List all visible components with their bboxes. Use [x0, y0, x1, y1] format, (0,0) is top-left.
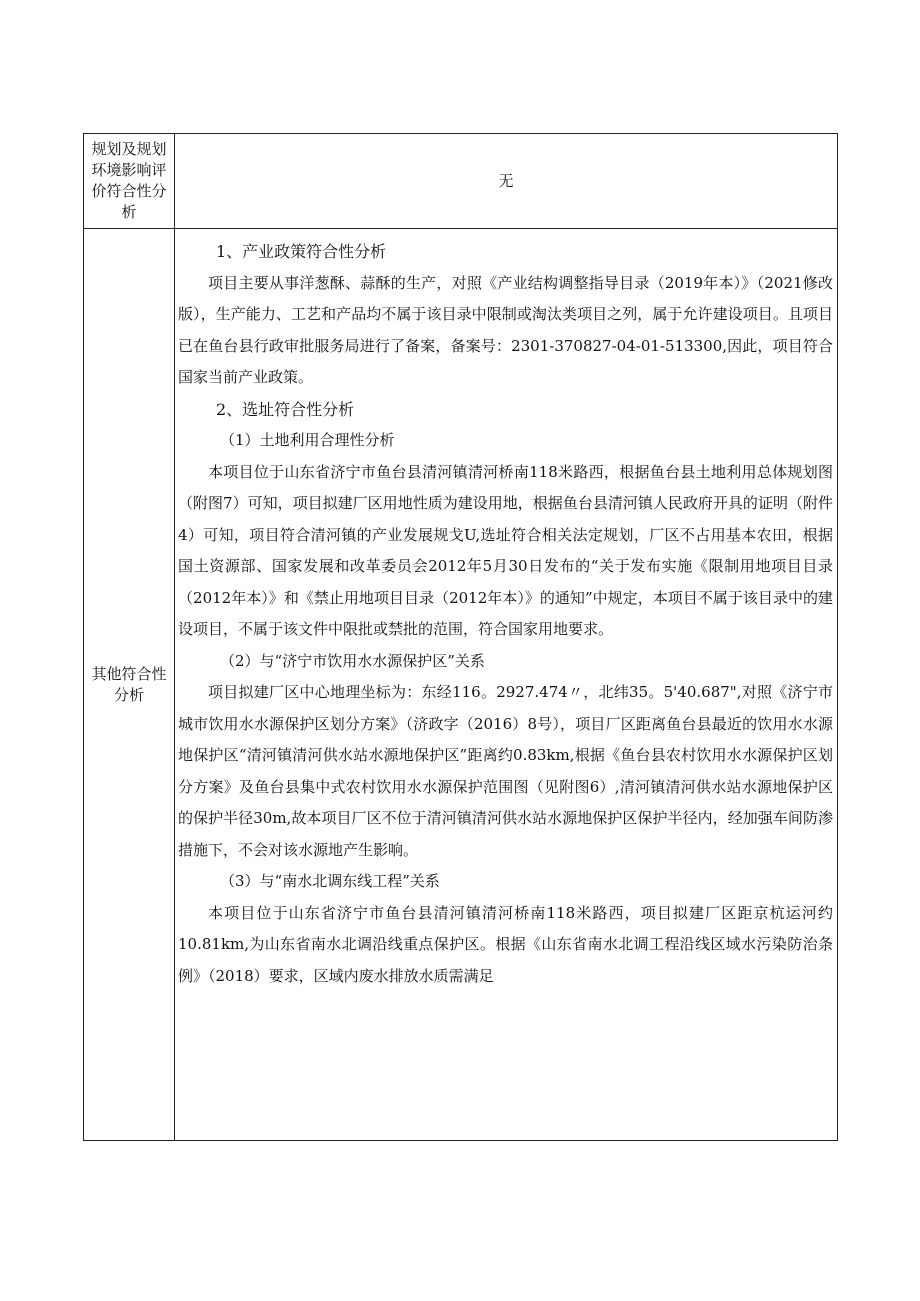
section-heading-industry-policy: 1、产业政策符合性分析: [216, 242, 387, 261]
row-label-other: 其他符合性分析: [84, 229, 175, 1140]
paragraph-south-north-water: 本项目位于山东省济宁市鱼台县清河镇清河桥南118米路西，项目拟建厂区距京杭运河约10.81km,为山东省南水北调沿线重点保护区。根据《山东省南水北调工程沿线区域水污染防治条例》（2018）要求，区域内废水排放水质需满足: [178, 903, 833, 985]
paragraph-water-source: 项目拟建厂区中心地理坐标为：东经116。2927.474〃，北纬35。5'40.687",对照《济宁市城市饮用水水源保护区划分方案》（济政字（2016）8号），项目厂区距离鱼台县最近的饮用水水源地保护区“清河镇清河供水站水源地保护区”距离约0.83km,根据《鱼台县农村饮用水水源保护区划分方案》及鱼台县集中式农村饮用水水源保护范围图（见附图6）,清河镇清河供水站水源地保护区的保护半径30m,故本项目厂区不位于清河镇清河供水站水源地保护区保护半径内，经加强车间防渗措施下，不会对该水源地产生影响。: [178, 683, 833, 859]
table-row-planning: [84, 134, 837, 229]
row-content-planning: [175, 134, 837, 228]
other-analysis-body: [175, 229, 837, 992]
planning-content-text: 无: [498, 172, 514, 190]
row-content-other: [175, 229, 837, 1140]
subheading-south-north-water: （3）与“南水北调东线工程”关系: [220, 872, 440, 890]
paragraph-industry-policy: 项目主要从事洋葱酥、蒜酥的生产，对照《产业结构调整指导目录（2019年本）》（2021修改版），生产能力、工艺和产品均不属于该目录中限制或淘汰类项目之列，属于允许建设项目。且项目已在鱼台县行政审批服务局进行了备案，备案号：2301-370827-04-01-513300,因此，项目符合国家当前产业政策。: [178, 273, 833, 386]
subheading-water-source: （2）与“济宁市饮用水水源保护区”关系: [220, 651, 485, 670]
section-heading-site-selection: 2、选址符合性分析: [216, 399, 355, 419]
subheading-land-use: （1）土地利用合理性分析: [220, 431, 395, 449]
table-row-other: [84, 229, 837, 1140]
row-label-planning: 规划及规划环境影响评价符合性分析: [84, 134, 175, 228]
paragraph-land-use: 本项目位于山东省济宁市鱼台县清河镇清河桥南118米路西，根据鱼台县土地利用总体规划图（附图7）可知，项目拟建厂区用地性质为建设用地，根据鱼台县清河镇人民政府开具的证明（附件4）可知，项目符合清河镇的产业发展规戈U,选址符合相关法定规划，厂区不占用基本农田，根据国土资源部、国家发展和改革委员会2012年5月30日发布的“关于发布实施《限制用地项目目录（2012年本）》和《禁止用地项目目录（2012年本）》的通知”中规定，本项目不属于该目录中的建设项目，不属于该文件中限批或禁批的范围，符合国家用地要求。: [178, 462, 833, 638]
compliance-table: [83, 133, 838, 1141]
